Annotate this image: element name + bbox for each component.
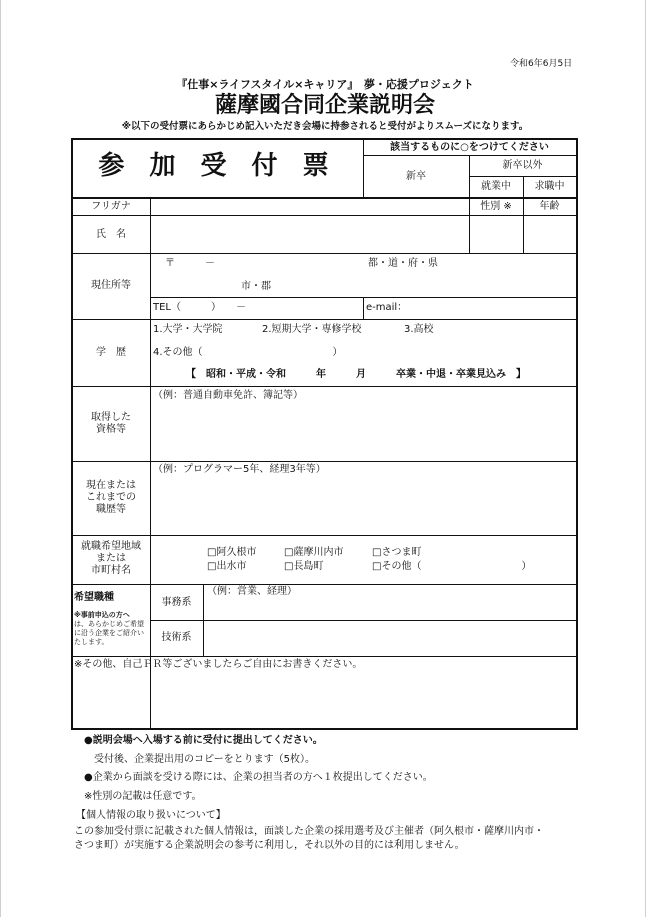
furigana-label-text: フリガナ xyxy=(91,201,131,212)
edu-option-university[interactable]: 1.大学・大学院 xyxy=(153,324,223,335)
self-pr-prompt: ※その他、自己ＰＲ等ございましたらご自由にお書きください。 xyxy=(74,659,363,670)
tel-field[interactable]: TEL（ ） － xyxy=(153,302,246,313)
region-satsumasendai[interactable]: □薩摩川内市 xyxy=(284,547,344,558)
education-label xyxy=(72,347,150,359)
region-label xyxy=(72,541,150,577)
issue-date: 令和6年6月5日 xyxy=(510,59,573,69)
office-job-example: （例：営業、経理） xyxy=(207,586,297,597)
status-prompt xyxy=(363,142,576,154)
status-prompt-text: 該当するものに○をつけてください xyxy=(390,142,549,153)
region-label-text: 就職希望地域 または 市町村名 xyxy=(81,541,141,576)
office-job-label xyxy=(150,597,203,609)
name-label xyxy=(72,229,150,241)
status-employed[interactable] xyxy=(469,181,523,193)
edu-option-other[interactable]: 4.その他（ ） xyxy=(153,347,343,358)
technical-job-label-text: 技術系 xyxy=(161,632,192,643)
event-title xyxy=(0,94,650,118)
career-label-text: 現在または これまでの 職歴等 xyxy=(86,480,136,515)
age-label xyxy=(523,201,576,213)
status-not-new-grad-text: 新卒以外 xyxy=(502,160,543,171)
status-employed-text: 就業中 xyxy=(481,181,511,192)
status-job-seeking[interactable] xyxy=(523,181,576,193)
furigana-label xyxy=(72,201,150,213)
career-label xyxy=(72,480,150,516)
postal-code-field[interactable]: 〒 － xyxy=(165,258,215,269)
email-field[interactable]: e-mail： xyxy=(366,302,408,313)
status-new-grad-text: 新卒 xyxy=(406,171,426,182)
education-label-text: 学 歴 xyxy=(96,347,126,358)
prefecture-label: 都・道・府・県 xyxy=(368,258,438,269)
age-label-text: 年齢 xyxy=(539,201,560,212)
region-other[interactable]: □その他（ ） xyxy=(372,561,532,572)
privacy-text-2: さつま町）が実施する企業説明会の参考に利用し，それ以外の目的には利用しません。 xyxy=(74,840,465,851)
region-nagashima[interactable]: □長島町 xyxy=(284,561,324,572)
privacy-text-1: この参加受付票に記載された個人情報は，面談した企業の採用選考及び主催者（阿久根市・薩摩川内市・ xyxy=(74,826,544,837)
event-subtitle-text: 『仕事×ライフスタイル×キャリア』 夢・応援プロジェクト xyxy=(176,78,474,91)
form-title xyxy=(72,151,363,181)
region-satsuma[interactable]: □さつま町 xyxy=(372,547,422,558)
job-note-body: は、あらかじめご希望に沿う企業をご紹介いたします。 xyxy=(74,620,144,646)
region-izumi[interactable]: □出水市 xyxy=(207,561,247,572)
job-type-label: 希望職種 xyxy=(74,592,114,603)
form-title-text: 参 加 受 付 票 xyxy=(98,151,337,181)
privacy-heading: 【個人情報の取り扱いについて】 xyxy=(76,810,226,821)
name-label-text: 氏 名 xyxy=(96,229,126,240)
status-not-new-grad xyxy=(469,160,576,172)
event-title-text: 薩摩國合同企業説明会 xyxy=(214,93,435,118)
gender-label xyxy=(469,201,523,213)
header-notice xyxy=(0,121,650,133)
note-submit-before-entry: ●説明会場へ入場する前に受付に提出してください。 xyxy=(84,735,323,746)
note-copies: 受付後、企業提出用のコピーをとります（5枚）。 xyxy=(94,754,315,765)
qualifications-label xyxy=(72,412,150,436)
note-gender-optional: ※性別の記載は任意です。 xyxy=(84,791,202,802)
status-new-grad[interactable] xyxy=(363,171,469,183)
qualifications-example: （例：普通自動車免許、簿記等） xyxy=(153,390,303,401)
edu-graduation-line: 【 昭和・平成・令和 年 月 卒業・中退・卒業見込み 】 xyxy=(186,369,526,380)
edu-option-high-school[interactable]: 3.高校 xyxy=(404,324,434,335)
header-notice-text: ※以下の受付票にあらかじめ記入いただき会場に持参されると受付がよりスムーズになります。 xyxy=(121,121,529,132)
note-interview: ●企業から面談を受ける際には、企業の担当者の方へ１枚提出してください。 xyxy=(84,772,433,783)
gender-label-text: 性別 ※ xyxy=(480,201,512,212)
job-note-heading: ※事前申込の方へ xyxy=(74,611,130,619)
event-subtitle xyxy=(0,79,650,91)
qualifications-label-text: 取得した 資格等 xyxy=(91,412,131,435)
status-job-seeking-text: 求職中 xyxy=(534,181,565,192)
address-label-text: 現住所等 xyxy=(91,280,131,291)
office-job-label-text: 事務系 xyxy=(161,597,192,608)
technical-job-label xyxy=(150,632,203,644)
edu-option-college[interactable]: 2.短期大学・専修学校 xyxy=(262,324,362,335)
address-label xyxy=(72,280,150,292)
region-akune[interactable]: □阿久根市 xyxy=(207,547,257,558)
city-label: 市・郡 xyxy=(241,281,271,292)
career-example: （例：プログラマー5年、経理3年等） xyxy=(153,464,326,475)
